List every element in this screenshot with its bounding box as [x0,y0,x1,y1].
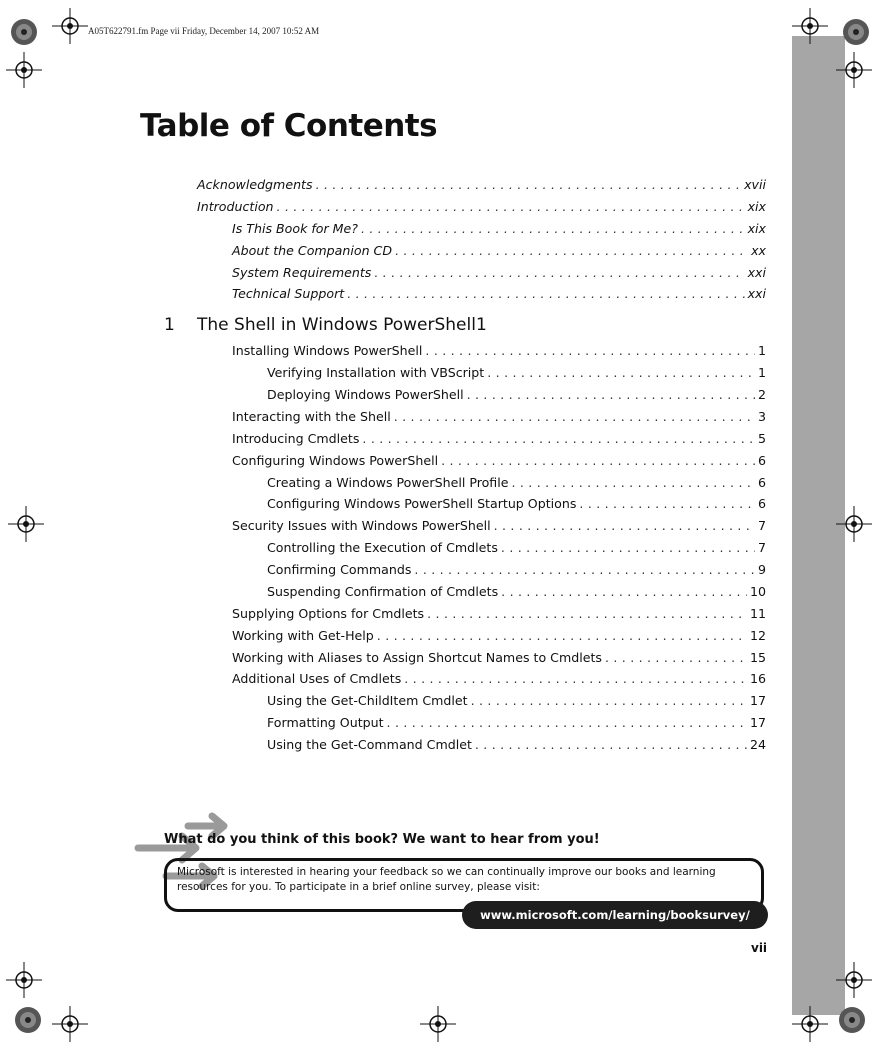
toc-entry[interactable] [232,409,766,425]
print-header: A05T622791.fm Page vii Friday, December 14, 2007 10:52 AM [88,26,320,36]
toc-entry-title: Using the Get-Command Cmdlet [267,737,472,752]
toc-entry-title: Controlling the Execution of Cmdlets [267,540,498,555]
toc-entry-title: Working with Aliases to Assign Shortcut Names to Cmdlets [232,650,602,665]
toc-entry[interactable] [267,387,766,403]
feedback-text: Microsoft is interested in hearing your feedback so we can continually improve our books and learning resources for you. To participate in a brief online survey, please visit: [177,866,716,893]
toc-entry[interactable] [267,584,766,600]
toc-entry[interactable] [232,431,766,447]
dot-leader [277,199,745,215]
crosshair-icon [836,962,872,998]
toc-entry-page: 12 [749,628,766,643]
toc-entry-page: 16 [749,671,766,686]
toc-entry-page: 9 [757,562,766,577]
dot-leader [475,737,747,753]
crosshair-icon [836,52,872,88]
crosshair-icon [6,962,42,998]
toc-entry-page: 6 [757,475,766,490]
toc-entry-title: Verifying Installation with VBScript [267,365,485,380]
toc-chapter-1[interactable] [164,315,766,335]
chapter-page: 1 [475,315,487,335]
dot-leader [579,496,755,512]
crosshair-icon [792,1006,828,1042]
toc-entry-page: 24 [749,737,766,752]
crosshair-icon [836,506,872,542]
toc-entry-title: Formatting Output [267,715,384,730]
crosshair-icon [792,8,828,44]
toc-entry-page: 1 [757,365,766,380]
toc-entry-title: Working with Get-Help [232,628,374,643]
dot-leader [404,671,747,687]
dot-leader [394,409,755,425]
dot-leader [501,540,755,556]
dot-leader [501,584,747,600]
toc-entry-title: Using the Get-ChildItem Cmdlet [267,693,468,708]
toc-entry-page: xxi [747,286,766,301]
toc-entry-page: xxi [747,265,766,280]
toc-entry-page: 11 [749,606,766,621]
crosshair-icon [52,1006,88,1042]
toc-entry-page: xix [747,199,766,214]
dot-leader [467,387,755,403]
dot-leader [362,431,755,447]
toc-entry-title: Additional Uses of Cmdlets [232,671,402,686]
toc-entry-title: Is This Book for Me? [232,221,358,236]
toc-entry-acknowledgments[interactable] [197,177,766,193]
toc-entry[interactable] [267,715,766,731]
toc-entry-title: Installing Windows PowerShell [232,343,423,358]
dot-leader [347,286,744,302]
registration-mark-icon [828,996,876,1044]
dot-leader [377,628,747,644]
crosshair-icon [8,506,44,542]
dot-leader [361,221,745,237]
dot-leader [511,475,755,491]
toc-entry[interactable] [267,365,766,381]
toc-entry-page: xvii [744,177,766,192]
survey-link[interactable]: www.microsoft.com/learning/booksurvey/ [462,901,768,929]
toc-entry-companion-cd[interactable] [232,243,766,259]
toc-entry-page: 6 [757,496,766,511]
dot-leader [471,693,747,709]
toc-entry[interactable] [232,650,766,666]
toc-entry-title: System Requirements [232,265,372,280]
dot-leader [427,606,747,622]
toc-entry-title: Supplying Options for Cmdlets [232,606,425,621]
toc-entry-title: Introduction [197,199,274,214]
dot-leader [374,265,744,281]
toc-entry-page: 2 [757,387,766,402]
dot-leader [395,243,748,259]
feedback-heading: What do you think of this book? We want to hear from you! [164,832,600,847]
dot-leader [316,177,742,193]
toc-entry-page: 17 [749,715,766,730]
toc-entry-introduction[interactable] [197,199,766,215]
toc-entry[interactable] [267,540,766,556]
toc-entry-title: Security Issues with Windows PowerShell [232,518,491,533]
crosshair-icon [420,1006,456,1042]
dot-leader [441,453,755,469]
toc-entry-page: xix [747,221,766,236]
toc-entry[interactable] [232,628,766,644]
dot-leader [605,650,747,666]
toc-entry-page: 10 [749,584,766,599]
dot-leader [387,715,747,731]
toc-entry-title: Confirming Commands [267,562,412,577]
page-number: vii [751,941,768,955]
toc-entry-title: About the Companion CD [232,243,393,258]
registration-mark-icon [4,996,52,1044]
toc-entry[interactable] [267,475,766,491]
toc-entry-page: 17 [749,693,766,708]
toc-entry-title: Deploying Windows PowerShell [267,387,464,402]
toc-entry-title: Creating a Windows PowerShell Profile [267,475,509,490]
toc-entry[interactable] [232,343,766,359]
page-title: Table of Contents [140,108,438,144]
toc-entry-page: 1 [757,343,766,358]
toc-entry-technical-support[interactable] [232,286,766,302]
dot-leader [414,562,755,578]
toc-entry-page: xx [751,243,766,258]
toc-entry-title: Configuring Windows PowerShell [232,453,439,468]
toc-entry[interactable] [267,693,766,709]
toc-entry-page: 5 [757,431,766,446]
toc-entry[interactable] [267,496,766,512]
crosshair-icon [6,52,42,88]
toc-entry-page: 6 [757,453,766,468]
toc-entry-title: Suspending Confirmation of Cmdlets [267,584,499,599]
toc-entry[interactable] [232,606,766,622]
toc-entry-system-requirements[interactable] [232,265,766,281]
toc-entry-page: 3 [757,409,766,424]
toc-entry-page: 7 [757,518,766,533]
toc-entry-title: Interacting with the Shell [232,409,391,424]
toc-entry-title: Configuring Windows PowerShell Startup Options [267,496,577,511]
toc-entry-page: 7 [757,540,766,555]
registration-mark-icon [832,8,880,56]
registration-mark-icon [0,8,48,56]
toc-entry[interactable] [232,671,766,687]
toc-entry-page: 15 [749,650,766,665]
toc-entry[interactable] [232,518,766,534]
dot-leader [487,365,755,381]
dot-leader [425,343,755,359]
chapter-number: 1 [164,315,175,335]
chapter-title: The Shell in Windows PowerShell [197,315,476,335]
toc-entry[interactable] [267,562,766,578]
toc-entry-title: Acknowledgments [197,177,313,192]
dot-leader [494,518,755,534]
crosshair-icon [52,8,88,44]
toc-entry-title: Introducing Cmdlets [232,431,360,446]
toc-entry-title: Technical Support [232,286,345,301]
toc-entry[interactable] [232,453,766,469]
toc-entry-is-this-book-for-me[interactable] [232,221,766,237]
toc-entry[interactable] [267,737,766,753]
